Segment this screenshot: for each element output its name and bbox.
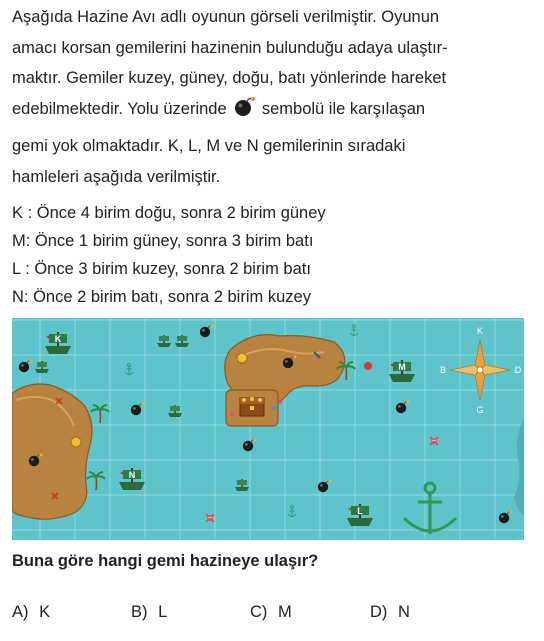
option-b[interactable] [131,603,167,622]
small-ship-icon [168,405,182,417]
option-text: K [39,603,51,621]
ship-label: N [128,470,136,480]
ship-label: L [357,506,363,516]
small-ship-icon [157,335,171,347]
question-text: Buna göre hangi gemi hazineye ulaşır? [12,552,319,570]
intro-line: Aşağıda Hazine Avı adlı oyunun görseli verilmiştir. Oyunun [12,8,440,26]
compass-north-label: K [476,326,484,336]
option-text: L [158,603,168,621]
option-d[interactable] [370,603,410,622]
ship-move-item: K : Önce 4 birim doğu, sonra 2 birim güney [12,204,326,222]
option-letter: D) [370,603,388,621]
small-ship-icon [235,479,249,491]
treasure-chest-icon [240,397,264,416]
intro-line: gemi yok olmaktadır. K, L, M ve N gemilerinin sıradaki [12,137,406,155]
option-text: N [398,603,410,621]
skull-icon [430,437,438,445]
red-marker-icon [364,362,372,370]
bomb-icon [231,95,257,117]
intro-line: amacı korsan gemilerini hazinenin bulunduğu adaya ulaştır- [12,38,448,57]
ship-label: M [398,362,406,372]
option-letter: A) [12,603,29,621]
option-text: M [278,603,292,621]
intro-line [12,94,532,125]
ship-label: K [54,334,62,344]
option-c[interactable] [250,603,292,622]
compass-west-label: B [439,365,447,375]
gold-coin-icon [237,353,247,363]
option-letter: C) [250,603,268,621]
ship-move-item: L : Önce 3 birim kuzey, sonra 2 birim batı [12,260,311,278]
treasure-map [12,318,524,540]
option-a[interactable] [12,603,50,622]
small-ship-icon [35,361,49,373]
small-ship-icon [175,335,189,347]
compass-east-label: D [514,365,522,375]
intro-line: maktır. Gemiler kuzey, güney, doğu, batı yönlerinde hareket [12,69,447,87]
option-letter: B) [131,603,148,621]
skull-icon [206,514,214,522]
ship-moves-list [12,199,326,311]
gold-coin-icon [71,437,81,447]
ship-move-item: N: Önce 2 birim batı, sonra 2 birim kuzey [12,288,311,306]
intro-line: hamleleri aşağıda verilmiştir. [12,167,221,186]
intro-paragraph [12,2,532,192]
intro-line-part: sembolü ile karşılaşan [261,99,426,118]
intro-line-part: edebilmektedir. Yolu üzerinde [12,99,227,118]
compass-south-label: G [476,405,484,415]
ship-move-item: M: Önce 1 birim güney, sonra 3 birim batı [12,232,314,250]
